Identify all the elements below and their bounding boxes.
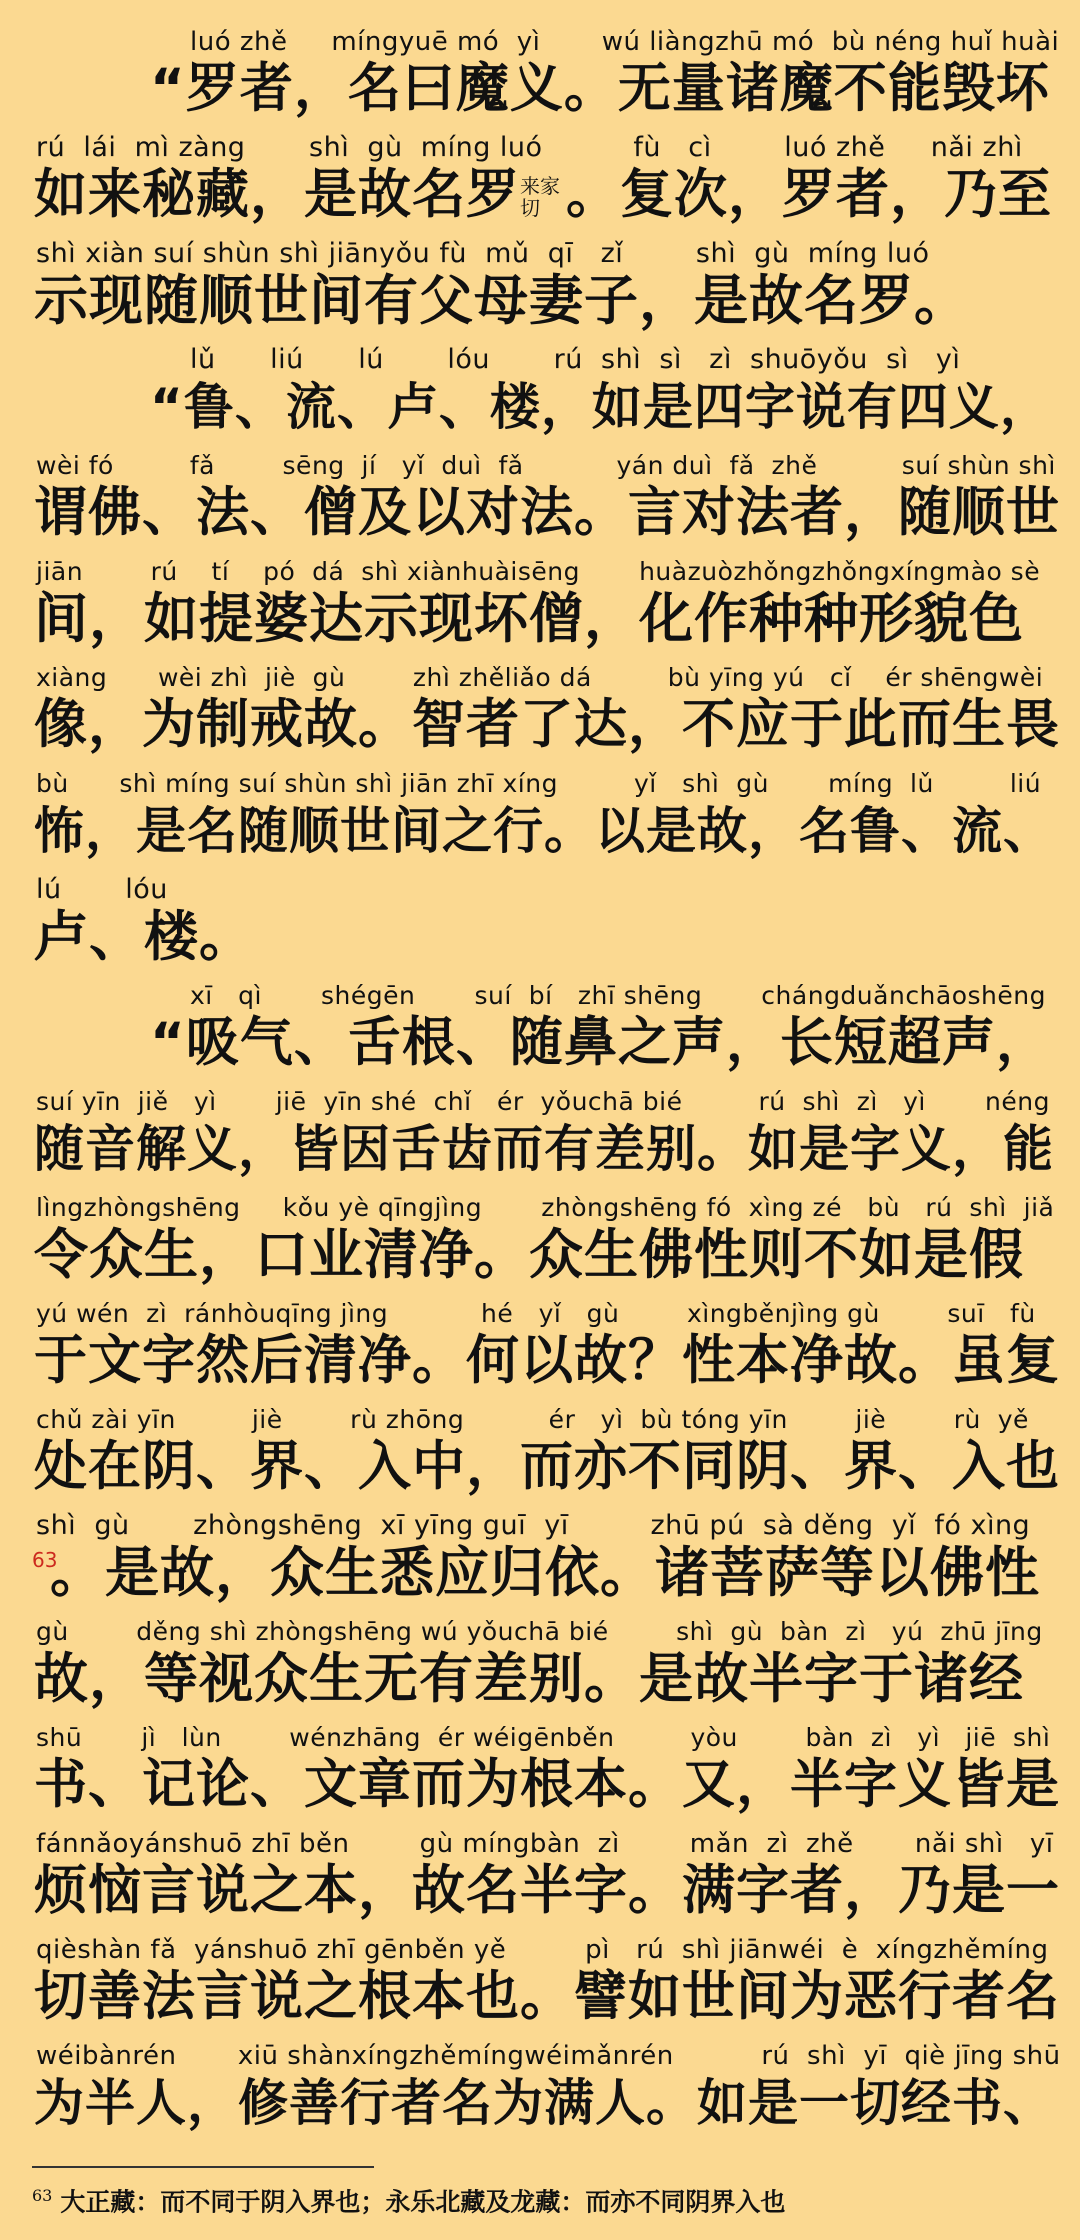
scripture-text <box>34 1222 1062 1288</box>
text-line <box>0 556 1080 661</box>
pinyin-annotation: jiān rú tí pó dá shì xiànhuàisēng huàzuòzhǒngzhǒngxíngmào sè <box>36 557 1041 586</box>
text-line <box>0 1192 1080 1297</box>
text-line <box>0 768 1080 873</box>
footnote-divider <box>32 2166 374 2168</box>
text-line <box>0 344 1080 449</box>
text-line <box>0 450 1080 555</box>
scripture-text-segment: 间，如提婆达示现坏僧，化作种种形貌色 <box>34 587 1024 650</box>
pinyin-annotation: bù shì míng suí shùn shì jiān zhī xíng yǐ shì gù míng lǔ liú <box>36 769 1042 798</box>
scripture-text <box>34 692 1062 758</box>
text-line <box>0 980 1080 1085</box>
scripture-text <box>34 1858 1062 1924</box>
scripture-text <box>34 268 1062 334</box>
scripture-text-segment: 。是故，众生悉应归依。诸菩萨等以佛性 <box>50 1541 1040 1604</box>
scripture-text <box>34 904 1062 970</box>
pinyin-annotation: wéibànrén xiū shànxíngzhěmíngwéimǎnrén rú shì yī qiè jīng shū <box>36 2041 1061 2071</box>
pinyin-annotation: shì xiàn suí shùn shì jiānyǒu fù mǔ qī zǐ shì gù míng luó <box>36 238 930 269</box>
scripture-text <box>50 1540 1062 1606</box>
scripture-text-segment: 随音解义，皆因舌齿而有差别。如是字义，能 <box>34 1120 1054 1178</box>
scripture-text-segment: 故，等视众生无有差别。是故半字于诸经 <box>34 1647 1024 1710</box>
scripture-text-segment: 卢、楼。 <box>34 905 254 968</box>
text-line <box>0 1828 1080 1933</box>
text-line <box>0 2040 1080 2145</box>
scripture-text-segment: 怖，是名随顺世间之行。以是故，名鲁、流、 <box>34 802 1054 860</box>
scripture-text-segment: 如来秘藏，是故名罗 <box>34 164 520 225</box>
scripture-text-segment: 令众生，口业清净。众生佛性则不如是假 <box>34 1223 1024 1286</box>
text-line <box>0 132 1080 237</box>
pinyin-annotation: lú lóu <box>36 874 168 905</box>
scripture-text-segment: 像，为制戒故。智者了达，不应于此而生畏 <box>34 694 1060 755</box>
pinyin-annotation: fánnǎoyánshuō zhī běn gù míngbàn zì mǎn zì zhě nǎi shì yī <box>36 1829 1054 1859</box>
text-line <box>0 1510 1080 1615</box>
scripture-text-segment: 处在阴、界、入中，而亦不同阴、界、入也 <box>34 1436 1060 1497</box>
scripture-text <box>34 1964 1062 2030</box>
scripture-text <box>150 56 1062 122</box>
scripture-text <box>34 2070 1062 2136</box>
scripture-text <box>34 798 1062 864</box>
pinyin-annotation: suí yīn jiě yì jiē yīn shé chǐ ér yǒuchā bié rú shì zì yì néng <box>36 1087 1050 1116</box>
footnote-reference[interactable]: 63 <box>32 1548 58 1572</box>
pinyin-annotation: shì gù zhòngshēng xī yīng guī yī zhū pú sà děng yǐ fó xìng <box>36 1510 1031 1541</box>
pinyin-annotation: shū jì lùn wénzhāng ér wéigēnběn yòu bàn zì yì jiē shì <box>36 1723 1051 1752</box>
text-line <box>0 1298 1080 1403</box>
scripture-text <box>34 1434 1062 1500</box>
scripture-text-segment: 为半人，修善行者名为满人。如是一切经书、 <box>34 2074 1054 2132</box>
scripture-text-segment: “罗者，名曰魔义。无量诸魔不能毁坏 <box>150 58 1050 119</box>
pinyin-annotation: lǔ liú lú lóu rú shì sì zì shuōyǒu sì yì <box>190 344 961 375</box>
pinyin-annotation: chǔ zài yīn jiè rù zhōng ér yì bù tóng yīn jiè rù yě <box>36 1405 1029 1434</box>
scripture-text-segment: 烦恼言说之本，故名半字。满字者，乃是一 <box>34 1860 1060 1921</box>
footnote <box>32 2180 785 2218</box>
pinyin-annotation: gù děng shì zhòngshēng wú yǒuchā bié shì gù bàn zì yú zhū jīng <box>36 1617 1043 1646</box>
text-line <box>0 662 1080 767</box>
pinyin-annotation: wèi fó fǎ sēng jí yǐ duì fǎ yán duì fǎ zhě suí shùn shì <box>36 451 1056 480</box>
scripture-text-segment: 于文字然后清净。何以故？性本净故。虽复 <box>34 1330 1060 1391</box>
scripture-text <box>34 1646 1062 1712</box>
scripture-text-segment: “鲁、流、卢、楼，如是四字说有四义， <box>150 378 1051 436</box>
scripture-text-segment: 谓佛、法、僧及以对法。言对法者，随顺世 <box>34 482 1060 543</box>
pinyin-annotation: qièshàn fǎ yánshuō zhī gēnběn yě pì rú shì jiānwéi è xíngzhěmíng <box>36 1935 1049 1965</box>
pinyin-annotation: xiàng wèi zhì jiè gù zhì zhěliǎo dá bù yīng yú cǐ ér shēngwèi <box>36 663 1044 692</box>
text-line <box>0 1404 1080 1509</box>
scripture-text <box>34 480 1062 546</box>
scripture-text <box>150 374 1062 440</box>
scripture-text-segment: “吸气、舌根、随鼻之声，长短超声， <box>150 1012 1050 1073</box>
pinyin-annotation: lìngzhòngshēng kǒu yè qīngjìng zhòngshēng fó xìng zé bù rú shì jiǎ <box>36 1193 1055 1222</box>
text-line <box>0 1934 1080 2039</box>
text-line <box>0 874 1080 979</box>
footnote-text: 大正藏：而不同于阴入界也；永乐北藏及龙藏：而亦不同阴界入也 <box>60 2187 786 2217</box>
scripture-text <box>34 1328 1062 1394</box>
scripture-text-segment: 示现随顺世间有父母妻子，是故名罗。 <box>34 269 969 332</box>
scripture-text-segment: 书、记论、文章而为根本。又，半字义皆是 <box>34 1754 1060 1815</box>
pinyin-annotation: luó zhě míngyuē mó yì wú liàngzhū mó bù néng huǐ huài <box>190 27 1060 57</box>
pinyin-annotation: rú lái mì zàng shì gù míng luó fù cì luó zhě nǎi zhì <box>36 132 1023 163</box>
scripture-text <box>34 1752 1062 1818</box>
scripture-text-segment: 切善法言说之根本也。譬如世间为恶行者名 <box>34 1966 1060 2027</box>
pronunciation-note: 来家切 <box>520 174 560 221</box>
text-line <box>0 1616 1080 1721</box>
text-line <box>0 26 1080 131</box>
scripture-text-segment: 。复次，罗者，乃至 <box>566 164 1052 225</box>
text-line <box>0 238 1080 343</box>
scripture-text <box>34 586 1062 652</box>
text-line <box>0 1086 1080 1191</box>
pinyin-annotation: xī qì shégēn suí bí zhī shēng chángduǎnchāoshēng <box>190 981 1046 1010</box>
scripture-text <box>34 162 1062 228</box>
scripture-text <box>150 1010 1062 1076</box>
footnote-number: 63 <box>32 2186 53 2205</box>
text-line <box>0 1722 1080 1827</box>
pinyin-annotation: yú wén zì ránhòuqīng jìng hé yǐ gù xìngběnjìng gù suī fù <box>36 1299 1036 1328</box>
scripture-text <box>34 1116 1062 1182</box>
